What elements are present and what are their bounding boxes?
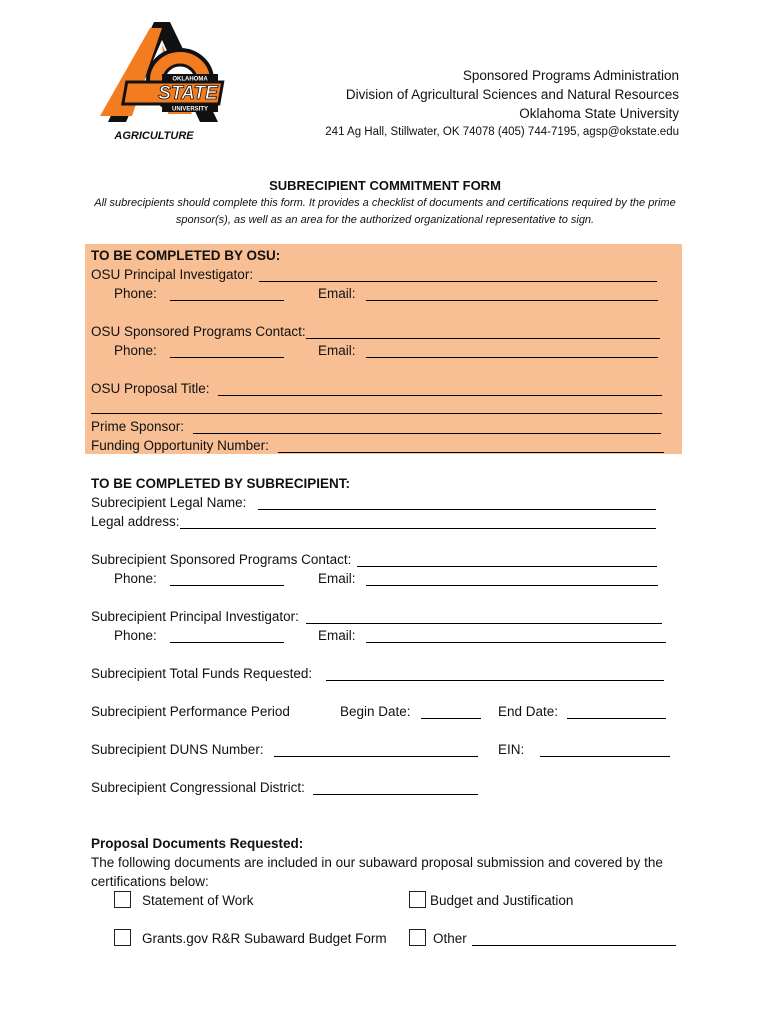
osu-pi-email-field[interactable]: [366, 300, 658, 301]
sub-duns-field[interactable]: [274, 756, 478, 757]
header-address: 241 Ag Hall, Stillwater, OK 74078 (405) 744-7195, agsp@okstate.edu: [325, 126, 679, 138]
osu-pi-phone-field[interactable]: [170, 300, 284, 301]
logo-university-text: UNIVERSITY: [171, 106, 209, 113]
sub-spc-email-field[interactable]: [366, 585, 658, 586]
osu-proposal-title-field-2[interactable]: [91, 413, 662, 414]
osu-funding-field[interactable]: [278, 452, 664, 453]
sub-period-label: Subrecipient Performance Period: [91, 704, 290, 719]
sub-ein-field[interactable]: [540, 756, 670, 757]
sub-pi-field[interactable]: [306, 623, 662, 624]
sub-legal-address-label: Legal address:: [91, 514, 180, 529]
other-label: Other: [433, 931, 467, 946]
header-line-1: Sponsored Programs Administration: [462, 68, 679, 83]
sub-pi-email-field[interactable]: [366, 642, 666, 643]
logo-state-text: STATE: [158, 83, 218, 104]
sub-duns-label: Subrecipient DUNS Number:: [91, 742, 264, 757]
grants-gov-budget-checkbox[interactable]: [114, 929, 131, 946]
grants-gov-budget-label: Grants.gov R&R Subaward Budget Form: [142, 931, 387, 946]
sub-pi-label: Subrecipient Principal Investigator:: [91, 609, 299, 624]
sub-funds-label: Subrecipient Total Funds Requested:: [91, 666, 313, 681]
osu-pi-phone-label: Phone:: [114, 286, 157, 301]
sub-spc-phone-label: Phone:: [114, 571, 157, 586]
osu-spc-phone-label: Phone:: [114, 343, 157, 358]
osu-pi-field[interactable]: [259, 281, 657, 282]
sub-pi-phone-label: Phone:: [114, 628, 157, 643]
sub-begin-date-label: Begin Date:: [340, 704, 411, 719]
budget-justification-label: Budget and Justification: [430, 893, 574, 908]
sub-legal-name-field[interactable]: [258, 509, 656, 510]
budget-justification-checkbox[interactable]: [409, 891, 426, 908]
sub-spc-field[interactable]: [357, 566, 657, 567]
other-field[interactable]: [472, 945, 676, 946]
sub-end-date-label: End Date:: [498, 704, 559, 719]
logo-agriculture-text: AGRICULTURE: [114, 130, 194, 142]
osu-pi-email-label: Email:: [318, 286, 356, 301]
statement-of-work-checkbox[interactable]: [114, 891, 131, 908]
sub-spc-label: Subrecipient Sponsored Programs Contact:: [91, 552, 352, 567]
sub-pi-phone-field[interactable]: [170, 642, 284, 643]
osu-proposal-title-field[interactable]: [218, 395, 662, 396]
docs-intro: The following documents are included in our subaward proposal submission and covered by the certifications below:: [91, 855, 663, 889]
osu-prime-sponsor-label: Prime Sponsor:: [91, 419, 185, 434]
sub-district-label: Subrecipient Congressional District:: [91, 780, 305, 795]
sub-spc-email-label: Email:: [318, 571, 356, 586]
sub-pi-email-label: Email:: [318, 628, 356, 643]
osu-spc-email-label: Email:: [318, 343, 356, 358]
osu-funding-label: Funding Opportunity Number:: [91, 438, 269, 453]
osu-spc-label: OSU Sponsored Programs Contact:: [91, 324, 306, 339]
sub-heading: TO BE COMPLETED BY SUBRECIPIENT:: [91, 476, 351, 491]
docs-heading: Proposal Documents Requested:: [91, 836, 304, 851]
form-note: All subrecipients should complete this form. It provides a checklist of documents and certifications required by the prime sponsor(s), as well as an area for the authorized organizational representative to sign.: [94, 197, 676, 226]
header-line-2: Division of Agricultural Sciences and Natural Resources: [345, 87, 679, 102]
sub-district-field[interactable]: [313, 794, 478, 795]
logo-oklahoma-text: OKLAHOMA: [172, 76, 208, 83]
sub-spc-phone-field[interactable]: [170, 585, 284, 586]
osu-pi-label: OSU Principal Investigator:: [91, 267, 254, 282]
osu-spc-phone-field[interactable]: [170, 357, 284, 358]
header-line-3: Oklahoma State University: [519, 106, 679, 121]
statement-of-work-label: Statement of Work: [142, 893, 254, 908]
sub-ein-label: EIN:: [498, 742, 525, 757]
osu-heading: TO BE COMPLETED BY OSU:: [91, 248, 281, 263]
sub-legal-address-field[interactable]: [180, 528, 656, 529]
sub-begin-date-field[interactable]: [421, 718, 481, 719]
osu-spc-email-field[interactable]: [366, 357, 658, 358]
other-checkbox[interactable]: [409, 929, 426, 946]
sub-legal-name-label: Subrecipient Legal Name:: [91, 495, 247, 510]
sub-funds-field[interactable]: [326, 680, 664, 681]
osu-proposal-title-label: OSU Proposal Title:: [91, 381, 210, 396]
form-title: SUBRECIPIENT COMMITMENT FORM: [269, 178, 501, 193]
osu-prime-sponsor-field[interactable]: [193, 433, 661, 434]
sub-end-date-field[interactable]: [567, 718, 666, 719]
osu-agriculture-logo: [92, 18, 242, 143]
osu-spc-field[interactable]: [306, 338, 660, 339]
